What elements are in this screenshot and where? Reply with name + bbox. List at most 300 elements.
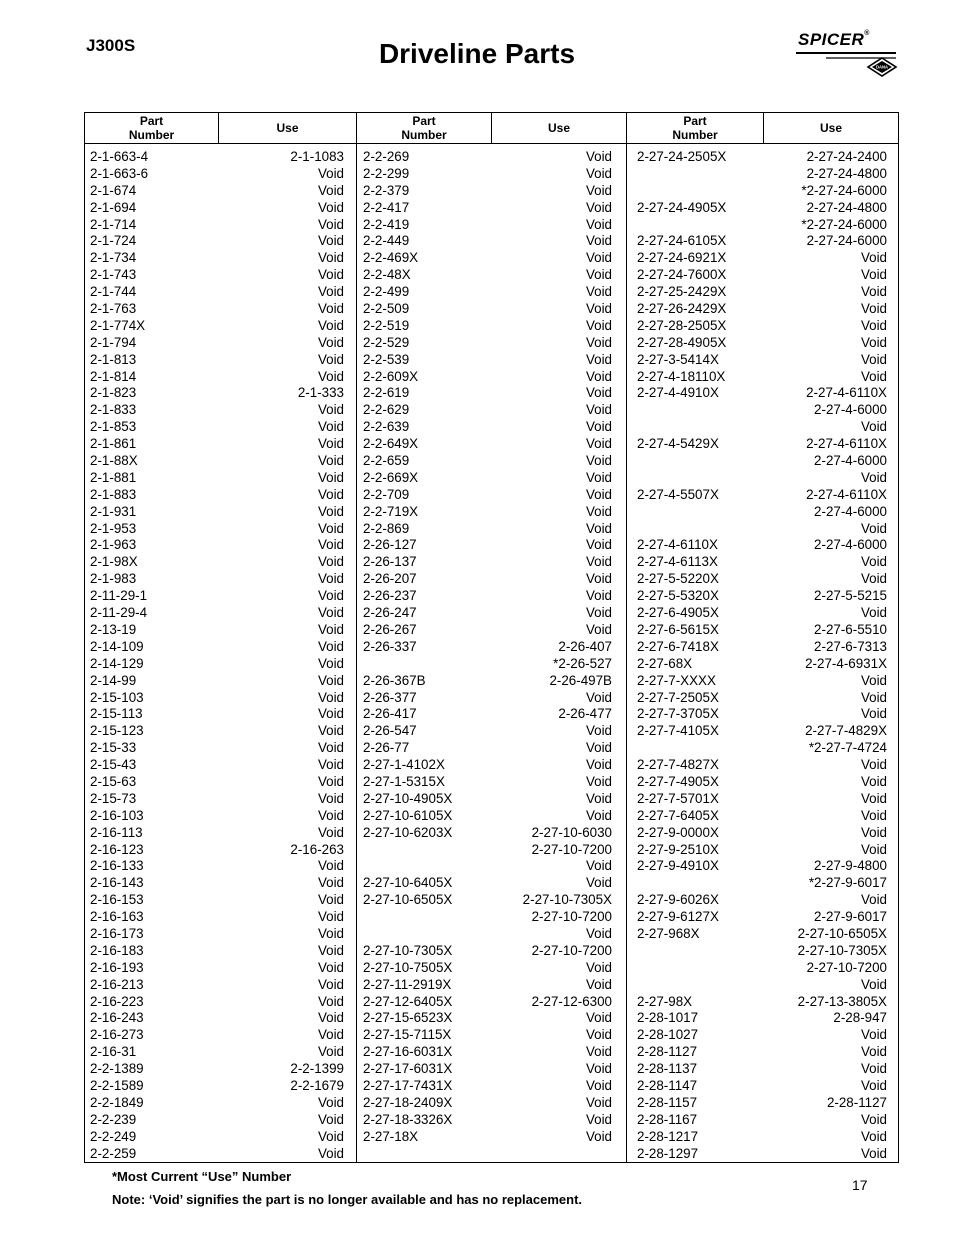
use-value: Void bbox=[317, 267, 344, 283]
part-number: 2-2-1589 bbox=[90, 1077, 144, 1093]
table-row bbox=[90, 301, 344, 318]
part-number: 2-27-11-2919X bbox=[363, 976, 452, 992]
part-number: 2-1-823 bbox=[90, 385, 137, 401]
part-number: 2-1-813 bbox=[90, 351, 137, 367]
table-row bbox=[637, 217, 887, 234]
use-value: 2-27-4-6000 bbox=[814, 402, 887, 418]
use-value: 2-27-24-6000 bbox=[806, 233, 887, 249]
use-value: Void bbox=[585, 368, 612, 384]
part-number: 2-27-10-7505X bbox=[363, 959, 453, 975]
table-row bbox=[90, 149, 344, 166]
part-number: 2-27-4-4910X bbox=[637, 385, 719, 401]
use-value: Void bbox=[585, 199, 612, 215]
part-number: 2-27-10-6105X bbox=[363, 807, 453, 823]
part-number: 2-27-24-7600X bbox=[637, 267, 727, 283]
use-value: Void bbox=[860, 790, 887, 806]
table-row bbox=[90, 385, 344, 402]
part-number: 2-2-869 bbox=[363, 520, 410, 536]
use-value: Void bbox=[317, 672, 344, 688]
table-row bbox=[90, 909, 344, 926]
use-value: 2-27-13-3805X bbox=[797, 993, 887, 1009]
part-number: 2-2-1849 bbox=[90, 1094, 144, 1110]
use-value: Void bbox=[585, 976, 612, 992]
use-value: Void bbox=[317, 655, 344, 671]
table-row bbox=[363, 166, 612, 183]
part-number: 2-27-10-4905X bbox=[363, 790, 453, 806]
table-row bbox=[363, 690, 612, 707]
use-value: Void bbox=[317, 942, 344, 958]
table-row bbox=[363, 217, 612, 234]
part-number: 2-27-6-4905X bbox=[637, 605, 719, 621]
use-value: 2-2-1399 bbox=[290, 1061, 344, 1077]
use-value: Void bbox=[317, 1094, 344, 1110]
use-value: Void bbox=[317, 790, 344, 806]
use-value: 2-27-4-6000 bbox=[814, 453, 887, 469]
part-number: 2-14-109 bbox=[90, 638, 144, 654]
table-row bbox=[637, 723, 887, 740]
table-row bbox=[363, 1010, 612, 1027]
use-value: Void bbox=[860, 976, 887, 992]
use-value: Void bbox=[317, 250, 344, 266]
use-value: 2-16-263 bbox=[290, 841, 344, 857]
part-number: 2-28-1027 bbox=[637, 1027, 699, 1043]
table-row bbox=[90, 217, 344, 234]
part-number: 2-1-861 bbox=[90, 436, 137, 452]
table-row bbox=[637, 267, 887, 284]
table-row bbox=[363, 233, 612, 250]
table-row bbox=[637, 1078, 887, 1095]
part-number: 2-15-113 bbox=[90, 706, 143, 722]
table-row bbox=[90, 470, 344, 487]
table-row bbox=[363, 453, 612, 470]
table-row bbox=[637, 892, 887, 909]
part-number: 2-27-18-3326X bbox=[363, 1111, 453, 1127]
table-row bbox=[363, 369, 612, 386]
part-number: 2-28-1297 bbox=[637, 1145, 699, 1161]
table-row bbox=[90, 774, 344, 791]
table-row bbox=[363, 504, 612, 521]
table-row bbox=[90, 1112, 344, 1129]
table-row bbox=[363, 605, 612, 622]
part-number: 2-1-674 bbox=[90, 182, 137, 198]
use-value: Void bbox=[585, 588, 612, 604]
table-row bbox=[637, 994, 887, 1011]
table-row bbox=[90, 588, 344, 605]
table-row bbox=[90, 808, 344, 825]
use-value: *2-27-24-6000 bbox=[801, 182, 887, 198]
use-value: Void bbox=[317, 875, 344, 891]
table-row bbox=[637, 1044, 887, 1061]
part-number: 2-27-6-7418X bbox=[637, 638, 719, 654]
table-row bbox=[90, 1027, 344, 1044]
part-number: 2-16-193 bbox=[90, 959, 144, 975]
use-value: Void bbox=[317, 1027, 344, 1043]
part-number: 2-2-48X bbox=[363, 267, 411, 283]
use-value: Void bbox=[317, 419, 344, 435]
part-number: 2-27-7-5701X bbox=[637, 790, 719, 806]
table-row bbox=[90, 723, 344, 740]
table-row bbox=[637, 402, 887, 419]
use-value: Void bbox=[860, 757, 887, 773]
table-row bbox=[363, 1061, 612, 1078]
use-value: Void bbox=[585, 149, 612, 164]
part-number: 2-14-99 bbox=[90, 672, 137, 688]
part-number: 2-27-10-6405X bbox=[363, 875, 453, 891]
part-number: 2-2-719X bbox=[363, 503, 419, 519]
part-number: 2-16-183 bbox=[90, 942, 144, 958]
part-number: 2-27-26-2429X bbox=[637, 301, 727, 317]
part-number: 2-16-273 bbox=[90, 1027, 144, 1043]
table-row bbox=[637, 352, 887, 369]
table-row bbox=[637, 436, 887, 453]
part-number: 2-27-4-18110X bbox=[637, 368, 726, 384]
table-row bbox=[363, 1078, 612, 1095]
table-row bbox=[637, 656, 887, 673]
use-value: 2-26-497B bbox=[549, 672, 612, 688]
table-row bbox=[90, 1044, 344, 1061]
table-row bbox=[90, 926, 344, 943]
table-row bbox=[363, 385, 612, 402]
part-number: 2-27-4-6113X bbox=[637, 554, 718, 570]
table-row bbox=[363, 1044, 612, 1061]
part-number: 2-26-547 bbox=[363, 723, 417, 739]
part-number: 2-1-714 bbox=[90, 216, 137, 232]
part-number: 2-2-529 bbox=[363, 334, 410, 350]
table-row bbox=[363, 436, 612, 453]
table-row bbox=[363, 1129, 612, 1146]
header-use-2: Use bbox=[492, 113, 627, 144]
use-value: 2-27-4-6000 bbox=[814, 537, 887, 553]
part-number: 2-28-1017 bbox=[637, 1010, 699, 1026]
table-row bbox=[90, 858, 344, 875]
use-value: Void bbox=[860, 284, 887, 300]
use-value: Void bbox=[860, 892, 887, 908]
use-value: Void bbox=[317, 858, 344, 874]
part-number: 2-15-63 bbox=[90, 773, 137, 789]
part-number: 2-11-29-4 bbox=[90, 605, 148, 621]
table-row bbox=[90, 757, 344, 774]
table-row bbox=[363, 470, 612, 487]
part-number: 2-28-1217 bbox=[637, 1128, 699, 1144]
table-row bbox=[637, 284, 887, 301]
use-value: Void bbox=[317, 199, 344, 215]
table-row bbox=[637, 470, 887, 487]
use-value: Void bbox=[317, 301, 344, 317]
part-number: 2-2-259 bbox=[90, 1145, 137, 1161]
use-value: Void bbox=[585, 1077, 612, 1093]
table-row bbox=[637, 977, 887, 994]
part-number: 2-27-28-2505X bbox=[637, 317, 727, 333]
use-value: Void bbox=[317, 1128, 344, 1144]
part-number: 2-15-43 bbox=[90, 757, 137, 773]
table-row bbox=[90, 690, 344, 707]
use-value: Void bbox=[585, 1061, 612, 1077]
use-value: Void bbox=[585, 1094, 612, 1110]
part-number: 2-27-9-6127X bbox=[637, 909, 719, 925]
table-row bbox=[637, 960, 887, 977]
use-value: Void bbox=[585, 875, 612, 891]
table-row bbox=[90, 233, 344, 250]
part-number: 2-27-24-6105X bbox=[637, 233, 727, 249]
use-value: 2-27-9-6017 bbox=[814, 909, 887, 925]
use-value: 2-27-4-6931X bbox=[805, 655, 887, 671]
use-value: 2-26-407 bbox=[558, 638, 612, 654]
part-number: 2-2-249 bbox=[90, 1128, 137, 1144]
use-value: Void bbox=[317, 909, 344, 925]
part-number: 2-1-953 bbox=[90, 520, 137, 536]
part-number: 2-28-1157 bbox=[637, 1094, 698, 1110]
table-row bbox=[637, 926, 887, 943]
part-number: 2-2-417 bbox=[363, 199, 410, 215]
use-value: Void bbox=[317, 1111, 344, 1127]
part-number: 2-2-499 bbox=[363, 284, 410, 300]
use-value: Void bbox=[860, 1061, 887, 1077]
use-value: Void bbox=[585, 436, 612, 452]
use-value: 2-27-6-5510 bbox=[814, 621, 887, 637]
use-value: 2-27-24-2400 bbox=[806, 149, 887, 164]
table-row bbox=[90, 453, 344, 470]
table-row bbox=[90, 267, 344, 284]
use-value: Void bbox=[585, 419, 612, 435]
use-value: Void bbox=[585, 740, 612, 756]
table-row bbox=[90, 284, 344, 301]
table-row bbox=[363, 1027, 612, 1044]
logo-sub-text: DANA bbox=[875, 64, 889, 70]
use-value: Void bbox=[860, 469, 887, 485]
use-value: 2-27-10-7200 bbox=[531, 841, 612, 857]
part-number: 2-27-68X bbox=[637, 655, 693, 671]
part-number: 2-2-469X bbox=[363, 250, 419, 266]
use-value: Void bbox=[860, 1111, 887, 1127]
use-value: 2-26-477 bbox=[558, 706, 612, 722]
part-number: 2-16-223 bbox=[90, 993, 144, 1009]
table-row bbox=[90, 504, 344, 521]
use-value: 2-27-10-7200 bbox=[806, 959, 887, 975]
table-row bbox=[363, 284, 612, 301]
part-number: 2-27-10-6203X bbox=[363, 824, 453, 840]
table-row bbox=[90, 335, 344, 352]
part-number: 2-27-5-5220X bbox=[637, 571, 719, 587]
part-number: 2-2-539 bbox=[363, 351, 410, 367]
table-row bbox=[363, 656, 612, 673]
use-value: Void bbox=[317, 993, 344, 1009]
part-number: 2-1-931 bbox=[90, 503, 137, 519]
part-number: 2-1-724 bbox=[90, 233, 137, 249]
table-row bbox=[363, 842, 612, 859]
part-number: 2-15-103 bbox=[90, 689, 144, 705]
table-row bbox=[90, 200, 344, 217]
table-row bbox=[637, 1129, 887, 1146]
use-value: Void bbox=[317, 925, 344, 941]
part-number: 2-27-12-6405X bbox=[363, 993, 453, 1009]
part-number: 2-2-649X bbox=[363, 436, 419, 452]
table-row bbox=[363, 791, 612, 808]
table-row bbox=[90, 605, 344, 622]
table-row bbox=[637, 250, 887, 267]
part-number: 2-1-663-6 bbox=[90, 165, 149, 181]
use-value: 2-27-4-6000 bbox=[814, 503, 887, 519]
table-row bbox=[363, 909, 612, 926]
table-row bbox=[90, 183, 344, 200]
part-number: 2-27-7-4105X bbox=[637, 723, 719, 739]
use-value: Void bbox=[585, 503, 612, 519]
table-row bbox=[637, 369, 887, 386]
use-value: 2-27-10-6030 bbox=[531, 824, 612, 840]
use-value: Void bbox=[860, 1044, 887, 1060]
page-number: 17 bbox=[852, 1177, 868, 1193]
use-value: Void bbox=[860, 841, 887, 857]
table-row bbox=[363, 402, 612, 419]
use-value: Void bbox=[317, 824, 344, 840]
use-value: Void bbox=[585, 689, 612, 705]
use-value: Void bbox=[585, 1027, 612, 1043]
table-row bbox=[90, 673, 344, 690]
part-number: 2-27-7-2505X bbox=[637, 689, 719, 705]
table-row bbox=[363, 926, 612, 943]
part-number: 2-27-9-0000X bbox=[637, 824, 719, 840]
use-value: Void bbox=[317, 402, 344, 418]
table-row bbox=[90, 977, 344, 994]
part-number: 2-16-173 bbox=[90, 925, 144, 941]
table-row bbox=[637, 1146, 887, 1163]
header-use-3: Use bbox=[764, 113, 899, 144]
use-value: Void bbox=[317, 182, 344, 198]
part-number: 2-28-1147 bbox=[637, 1077, 698, 1093]
part-number: 2-2-659 bbox=[363, 453, 410, 469]
part-number: 2-2-419 bbox=[363, 216, 410, 232]
use-value: Void bbox=[317, 554, 344, 570]
use-value: Void bbox=[585, 723, 612, 739]
table-row bbox=[363, 200, 612, 217]
part-number: 2-16-113 bbox=[90, 824, 143, 840]
part-number: 2-2-669X bbox=[363, 469, 419, 485]
part-number: 2-1-763 bbox=[90, 301, 137, 317]
part-number: 2-27-3-5414X bbox=[637, 351, 719, 367]
table-header-row bbox=[85, 113, 899, 144]
table-row bbox=[637, 487, 887, 504]
part-number: 2-2-519 bbox=[363, 317, 410, 333]
use-value: Void bbox=[860, 334, 887, 350]
use-value: Void bbox=[585, 959, 612, 975]
use-value: Void bbox=[860, 807, 887, 823]
part-number: 2-1-734 bbox=[90, 250, 137, 266]
table-row bbox=[363, 554, 612, 571]
part-number: 2-27-5-5320X bbox=[637, 588, 719, 604]
part-number: 2-2-639 bbox=[363, 419, 410, 435]
use-value: Void bbox=[317, 807, 344, 823]
table-row bbox=[363, 250, 612, 267]
use-value: *2-27-24-6000 bbox=[801, 216, 887, 232]
use-value: 2-27-10-7305X bbox=[522, 892, 612, 908]
table-row bbox=[637, 875, 887, 892]
table-row bbox=[637, 740, 887, 757]
table-row bbox=[637, 639, 887, 656]
table-row bbox=[90, 706, 344, 723]
part-number: 2-27-9-6026X bbox=[637, 892, 719, 908]
use-value: Void bbox=[317, 1145, 344, 1161]
use-value: Void bbox=[585, 334, 612, 350]
table-row bbox=[90, 571, 344, 588]
part-number: 2-2-509 bbox=[363, 301, 410, 317]
table-row bbox=[90, 622, 344, 639]
part-number: 2-27-968X bbox=[637, 925, 700, 941]
part-number: 2-2-709 bbox=[363, 486, 410, 502]
part-number: 2-27-24-4905X bbox=[637, 199, 727, 215]
table-row bbox=[90, 960, 344, 977]
part-number: 2-15-73 bbox=[90, 790, 137, 806]
table-row bbox=[363, 757, 612, 774]
part-number: 2-27-18-2409X bbox=[363, 1094, 453, 1110]
table-row bbox=[90, 436, 344, 453]
table-row bbox=[637, 605, 887, 622]
table-row bbox=[363, 318, 612, 335]
table-row bbox=[637, 858, 887, 875]
use-value: Void bbox=[585, 469, 612, 485]
table-row bbox=[90, 1010, 344, 1027]
table-row bbox=[363, 622, 612, 639]
table-row bbox=[363, 571, 612, 588]
part-number: 2-27-25-2429X bbox=[637, 284, 727, 300]
part-number: 2-26-267 bbox=[363, 621, 417, 637]
use-value: Void bbox=[317, 689, 344, 705]
use-value: Void bbox=[317, 520, 344, 536]
table-row bbox=[363, 335, 612, 352]
part-number: 2-1-853 bbox=[90, 419, 137, 435]
table-row bbox=[363, 960, 612, 977]
use-value: Void bbox=[860, 419, 887, 435]
table-row bbox=[637, 791, 887, 808]
use-value: Void bbox=[860, 554, 887, 570]
use-value: Void bbox=[860, 672, 887, 688]
table-row bbox=[90, 639, 344, 656]
header-part-number-3: Part Number bbox=[627, 113, 764, 144]
part-number: 2-1-694 bbox=[90, 199, 137, 215]
use-value: Void bbox=[585, 773, 612, 789]
part-number: 2-27-1-5315X bbox=[363, 773, 445, 789]
use-value: Void bbox=[317, 503, 344, 519]
part-number: 2-1-983 bbox=[90, 571, 137, 587]
part-number: 2-28-1167 bbox=[637, 1111, 698, 1127]
use-value: Void bbox=[585, 301, 612, 317]
table-row bbox=[363, 352, 612, 369]
use-value: Void bbox=[317, 571, 344, 587]
part-number: 2-16-31 bbox=[90, 1044, 137, 1060]
table-row bbox=[90, 1129, 344, 1146]
table-row bbox=[637, 588, 887, 605]
table-row bbox=[637, 453, 887, 470]
use-value: Void bbox=[317, 317, 344, 333]
use-value: Void bbox=[860, 1128, 887, 1144]
use-value: Void bbox=[585, 402, 612, 418]
use-value: Void bbox=[317, 537, 344, 553]
table-row bbox=[90, 402, 344, 419]
use-value: Void bbox=[317, 368, 344, 384]
use-value: *2-27-9-6017 bbox=[808, 875, 887, 891]
table-row bbox=[637, 301, 887, 318]
use-value: Void bbox=[317, 723, 344, 739]
part-number: 2-1-98X bbox=[90, 554, 138, 570]
table-row bbox=[90, 521, 344, 538]
page-title: Driveline Parts bbox=[378, 38, 576, 69]
use-value: Void bbox=[317, 740, 344, 756]
use-value: 2-27-5-5215 bbox=[814, 588, 887, 604]
use-value: Void bbox=[585, 807, 612, 823]
table-row bbox=[637, 909, 887, 926]
footnote-void-note: Note: ‘Void’ signifies the part is no longer available and has no replacement. bbox=[112, 1192, 583, 1207]
table-row bbox=[90, 419, 344, 436]
part-number: 2-1-743 bbox=[90, 267, 137, 283]
table-row bbox=[90, 1061, 344, 1078]
